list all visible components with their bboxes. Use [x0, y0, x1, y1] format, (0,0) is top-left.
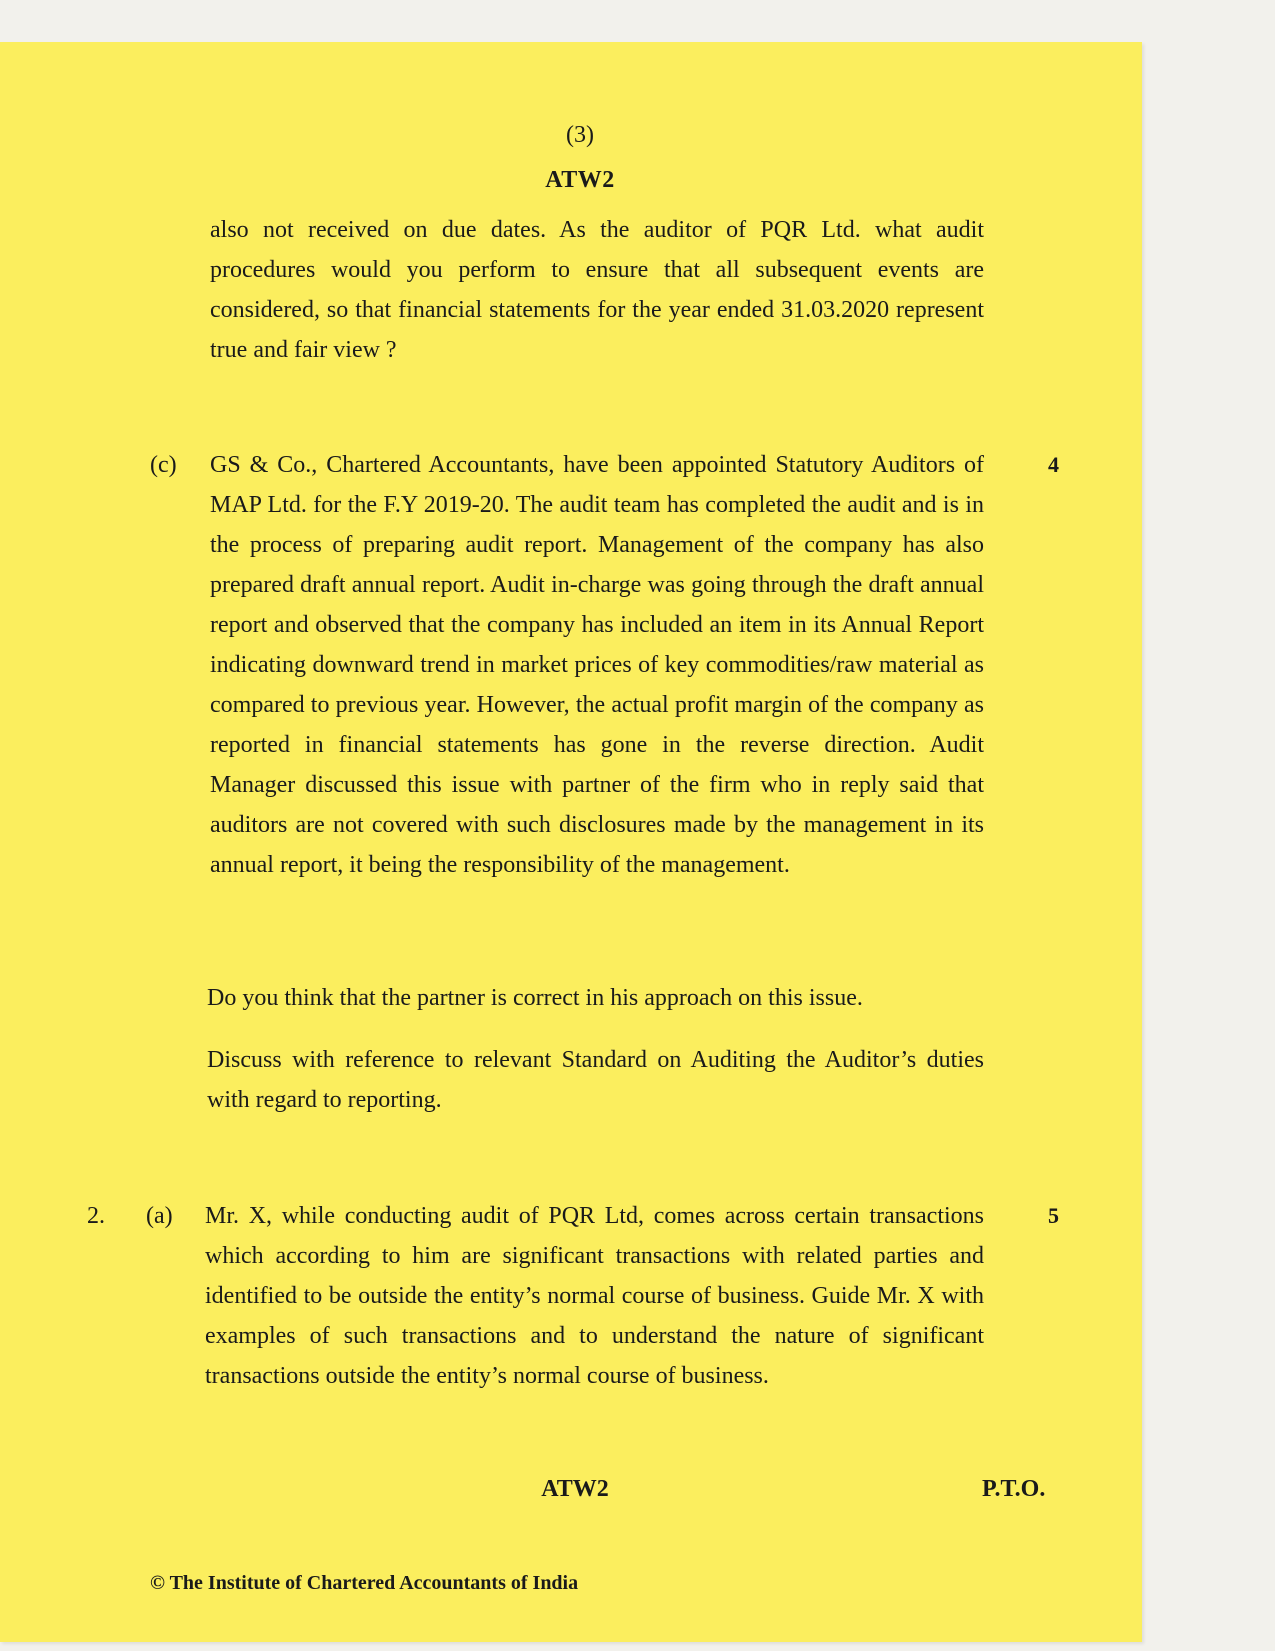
copyright-notice: © The Institute of Chartered Accountants of India: [150, 1572, 579, 1594]
question-2a-marks: 5: [1048, 1203, 1059, 1228]
continued-question-text: also not received on due dates. As the auditor of PQR Ltd. what audit procedures would you perform to ensure that all subsequent events are considered, so that financial statements for the year ended 31.03.2020 represent true and fair view ?: [210, 217, 984, 363]
question-1c-prompt-1: Do you think that the partner is correct in his approach on this issue.: [207, 985, 863, 1011]
page-number: (3): [566, 122, 594, 148]
paper-code-header: ATW2: [545, 167, 615, 193]
question-1c-label: (c): [150, 452, 177, 478]
question-1c-body: GS & Co., Chartered Accountants, have been appointed Statutory Auditors of MAP Ltd. for the F.Y 2019-20. The audit team has completed the audit and is in the process of preparing audit report. Management of the company has also prepared draft annual report. Audit in-charge was going through the draft annual report and observed that the company has included an item in its Annual Report indicating downward trend in market prices of key commodities/raw material as compared to previous year. However, the actual profit margin of the company as reported in financial statements has gone in the reverse direction. Audit Manager discussed this issue with partner of the firm who in reply said that auditors are not covered with such disclosures made by the management in its annual report, it being the responsibility of the management.: [210, 452, 984, 878]
pto-label: P.T.O.: [982, 1476, 1046, 1502]
question-1c-marks: 4: [1048, 452, 1059, 477]
question-2-number: 2.: [87, 1203, 105, 1229]
question-2a-label: (a): [146, 1203, 173, 1229]
paper-code-footer: ATW2: [541, 1476, 609, 1502]
question-2a-body: Mr. X, while conducting audit of PQR Ltd, comes across certain transactions which according to him are significant transactions with related parties and identified to be outside the entity’s normal course of business. Guide Mr. X with examples of such transactions and to understand the nature of significant transactions outside the entity’s normal course of business.: [205, 1203, 984, 1389]
question-1c-prompt-2: Discuss with reference to relevant Standard on Auditing the Auditor’s duties with regard to reporting.: [207, 1047, 984, 1113]
